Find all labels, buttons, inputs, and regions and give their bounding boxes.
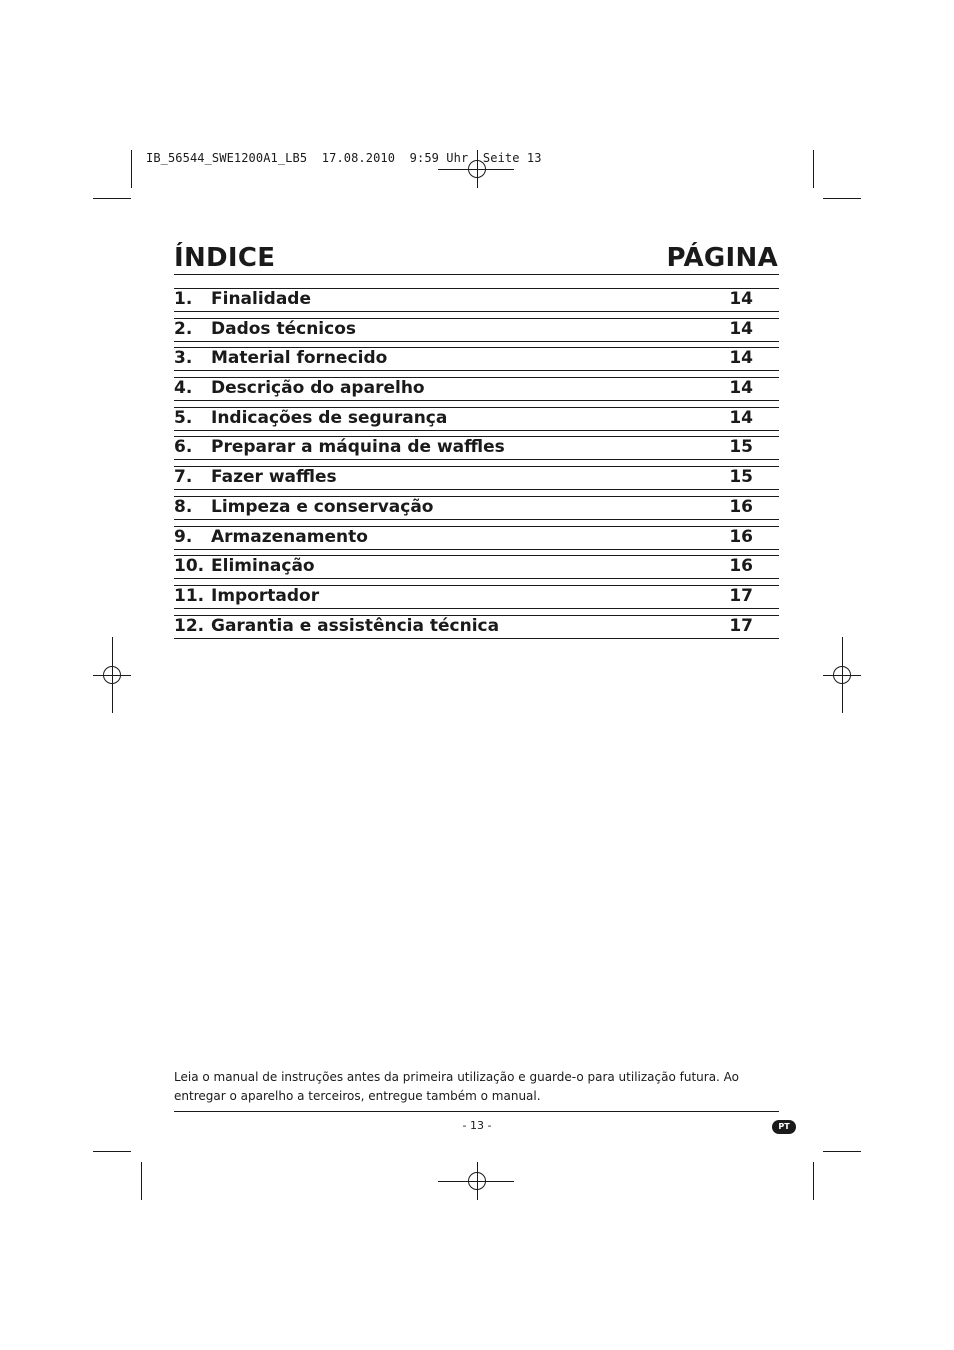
page-heading: PÁGINA (666, 243, 778, 273)
toc-entry-label: Finalidade (211, 289, 312, 309)
toc-entry-label: Importador (211, 585, 320, 606)
toc-entry-page: 16 (729, 556, 753, 577)
toc-entry-number: 1. (174, 289, 193, 309)
toc-entry-label: Garantia e assistência técnica (211, 615, 500, 636)
toc-entry-label: Descrição do aparelho (211, 378, 425, 399)
toc-entry-page: 14 (729, 407, 753, 428)
toc-entry-page: 14 (729, 378, 753, 399)
toc-entry[interactable] (174, 542, 779, 577)
toc-entry[interactable] (174, 453, 779, 488)
toc-entry-number: 3. (174, 348, 193, 369)
toc-entry-number: 6. (174, 437, 193, 458)
toc-entry[interactable] (174, 275, 779, 309)
crop-mark (93, 1151, 131, 1152)
crop-mark (141, 1162, 142, 1200)
toc-entry-label: Eliminação (211, 556, 315, 577)
page-number: - 13 - (462, 1119, 492, 1132)
instruction-note: Leia o manual de instruções antes da primeira utilização e guarde-o para utilização futura. Ao entregar o aparelho a terceiros, entregue também o manual. (174, 1070, 740, 1103)
crop-mark (93, 198, 131, 199)
index-heading: ÍNDICE (174, 243, 276, 273)
toc-entry-label: Preparar a máquina de waffles (211, 437, 505, 458)
toc-entry[interactable] (174, 364, 779, 399)
crop-mark (813, 1162, 814, 1200)
toc-rule (174, 638, 779, 639)
toc-entry-label: Material fornecido (211, 348, 388, 369)
toc-entry[interactable] (174, 394, 779, 428)
toc-entry[interactable] (174, 602, 779, 636)
toc-entry[interactable] (174, 572, 779, 606)
toc-entry[interactable] (174, 423, 779, 458)
crop-mark (131, 150, 132, 188)
toc-entry[interactable] (174, 334, 779, 369)
toc-entry-page: 15 (729, 437, 753, 458)
toc-entry-label: Indicações de segurança (211, 407, 448, 428)
toc-entry[interactable] (174, 513, 779, 547)
registration-circle (468, 1172, 486, 1190)
registration-circle (103, 666, 121, 684)
toc-entry-page: 16 (729, 496, 753, 517)
toc-entry-label: Fazer waffles (211, 467, 337, 488)
toc-entry-label: Dados técnicos (211, 318, 357, 339)
toc-entry-page: 17 (729, 615, 753, 636)
toc-entry-number: 12. (174, 615, 205, 636)
crop-mark (813, 150, 814, 188)
table-of-contents (174, 274, 779, 636)
toc-entry-number: 9. (174, 526, 193, 547)
toc-entry-page: 16 (729, 526, 753, 547)
toc-entry-number: 8. (174, 496, 193, 517)
toc-entry[interactable] (174, 305, 779, 339)
toc-entry-number: 7. (174, 467, 193, 488)
toc-entry-label: Limpeza e conservação (211, 496, 434, 517)
toc-entry-number: 11. (174, 585, 205, 606)
toc-entry-number: 10. (174, 556, 205, 577)
toc-entry-label: Armazenamento (211, 526, 368, 547)
crop-mark (823, 1151, 861, 1152)
crop-mark (823, 198, 861, 199)
footer-rule (174, 1111, 779, 1112)
toc-entry-page: 14 (729, 318, 753, 339)
print-slug: IB_56544_SWE1200A1_LB5 17.08.2010 9:59 Uhr Seite 13 (146, 151, 542, 165)
toc-entry-page: 17 (729, 585, 753, 606)
toc-entry-page: 15 (729, 467, 753, 488)
toc-entry-number: 2. (174, 318, 193, 339)
toc-entry-number: 4. (174, 378, 193, 399)
toc-entry[interactable] (174, 483, 779, 517)
toc-entry-number: 5. (174, 407, 193, 428)
language-badge: PT (772, 1120, 796, 1134)
toc-entry-page: 14 (729, 289, 753, 309)
registration-circle (833, 666, 851, 684)
toc-entry-page: 14 (729, 348, 753, 369)
